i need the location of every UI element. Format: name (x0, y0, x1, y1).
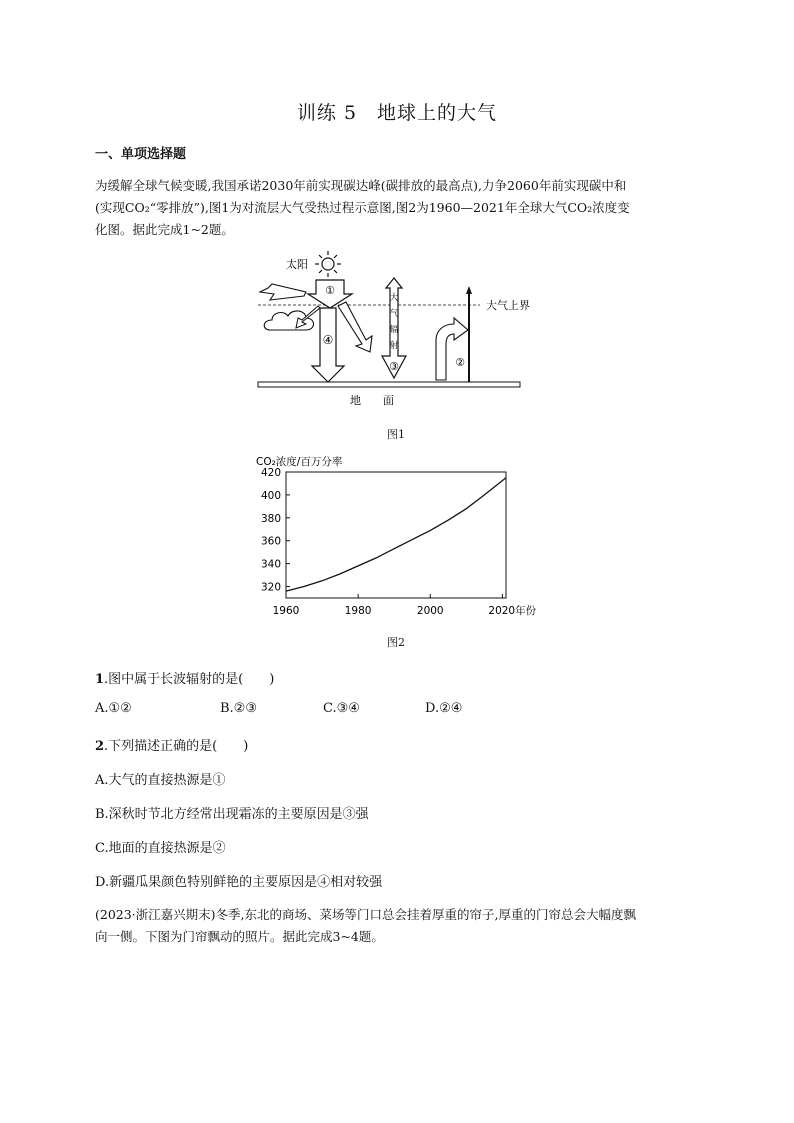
question-2-text: .下列描述正确的是( ) (104, 739, 249, 754)
atm-char-2: 气 (389, 309, 399, 319)
intro2-line2: 向一侧。下图为门帘飘动的照片。据此完成3~4题。 (95, 929, 384, 944)
y-tick-label: 320 (260, 581, 281, 594)
y-tick-label: 380 (260, 512, 281, 525)
question-2-number: 2 (95, 739, 105, 754)
escape-arrowhead (466, 286, 472, 294)
x-tick-label: 1980 (344, 605, 372, 617)
question-2-stem (95, 735, 248, 754)
intro1-line2: (实现CO₂“零排放”),图1为对流层大气受热过程示意图,图2为1960—2021年全球大气CO₂浓度变 (95, 200, 630, 215)
y-tick-label: 340 (260, 558, 281, 571)
label-2: ② (455, 356, 465, 369)
question-1-text: .图中属于长波辐射的是( ) (104, 672, 275, 687)
x-tick-label: 2000 (416, 605, 444, 617)
figure-2-caption: 图2 (387, 636, 405, 649)
ground-label: 地 面 (350, 394, 394, 407)
y-tick-label: 420 (260, 467, 281, 479)
label-1: ① (325, 284, 335, 297)
y-tick-label: 360 (260, 535, 281, 548)
q2-option-b[interactable]: B.深秋时节北方经常出现霜冻的主要原因是③强 (95, 807, 369, 822)
upper-boundary-label: 大气上界 (486, 299, 530, 312)
label-4: ④ (322, 333, 334, 347)
figure-2-chart (240, 452, 560, 628)
question-1-stem (95, 668, 274, 687)
plot-frame (286, 472, 506, 598)
figure-1-caption: 图1 (387, 428, 405, 441)
ground-radiation-arrow (436, 318, 468, 380)
page-title: 训练 5 地球上的大气 (296, 102, 498, 124)
intro-paragraph-2 (95, 904, 705, 948)
q2-option-c[interactable]: C.地面的直接热源是② (95, 841, 226, 856)
q1-option-b[interactable]: B.②③ (220, 701, 257, 716)
chart-ylabel: CO₂浓度/百万分率 (256, 456, 343, 468)
sun-icon (315, 251, 341, 277)
q2-option-d[interactable]: D.新疆瓜果颜色特别鲜艳的主要原因是④相对较强 (95, 875, 383, 890)
q1-option-a[interactable]: A.①② (95, 701, 132, 716)
label-3: ③ (389, 360, 399, 373)
intro2-line1: (2023·浙江嘉兴期末)冬季,东北的商场、菜场等门口总会挂着厚重的帘子,厚重的门帘总会大幅度飘 (95, 907, 636, 922)
sun-label: 太阳 (286, 258, 308, 271)
series-line-co2 (286, 478, 506, 591)
reflected-arrow (260, 284, 306, 300)
x-tick-label: 2020年份 (488, 605, 537, 617)
intro1-line3: 化图。据此完成1~2题。 (95, 222, 234, 237)
figure-1-diagram (240, 248, 560, 413)
q1-option-c[interactable]: C.③④ (323, 701, 360, 716)
atm-char-1: 大 (389, 293, 399, 303)
atm-char-3: 辐 (389, 325, 399, 335)
cloud-icon (264, 311, 313, 330)
y-tick-label: 400 (260, 489, 281, 502)
atm-char-4: 射 (389, 341, 399, 351)
intro1-line1: 为缓解全球气候变暖,我国承诺2030年前实现碳达峰(碳排放的最高点),力争2060年前实现碳中和 (95, 178, 627, 193)
q2-option-a[interactable]: A.大气的直接热源是① (95, 773, 226, 788)
question-1-number: 1 (95, 672, 105, 687)
ground-surface (258, 382, 520, 387)
diagonal-arrow (338, 302, 372, 352)
section-heading: 一、单项选择题 (95, 147, 187, 162)
intro-paragraph-1 (95, 175, 705, 241)
x-tick-label: 1960 (272, 605, 300, 617)
q1-option-d[interactable]: D.②④ (425, 701, 463, 716)
